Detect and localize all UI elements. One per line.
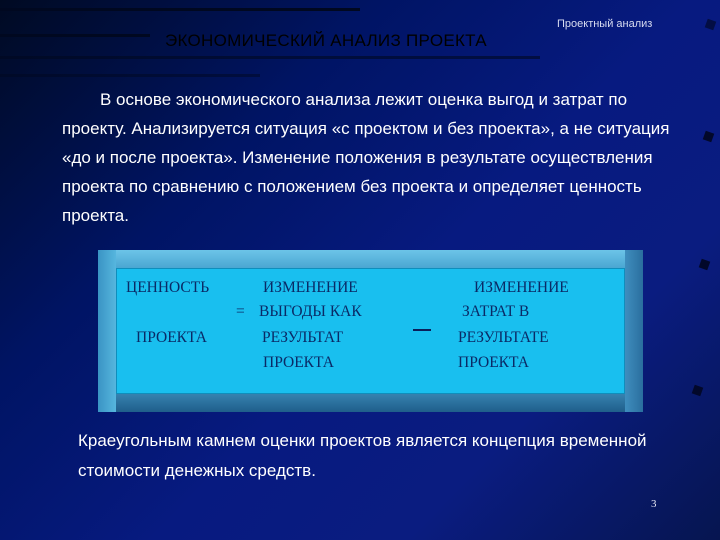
bg-stripe — [0, 34, 150, 37]
formula-project-label: ПРОЕКТА — [136, 329, 207, 346]
minus-sign — [413, 329, 431, 331]
benefit-line-1: ИЗМЕНЕНИЕ — [263, 279, 358, 296]
section-label: Проектный анализ — [557, 18, 653, 30]
bg-dot — [692, 385, 704, 397]
box-bevel-bottom — [98, 394, 643, 412]
benefit-line-4: ПРОЕКТА — [263, 354, 334, 371]
box-bevel-left — [98, 250, 116, 412]
conclusion-paragraph: Краеугольным камнем оценки проектов является концепция временной стоимости денежных средств. — [78, 431, 647, 480]
bg-stripe — [0, 74, 260, 77]
slide-title: ЭКОНОМИЧЕСКИЙ АНАЛИЗ ПРОЕКТА — [165, 31, 487, 50]
box-bevel-right — [625, 250, 643, 412]
bg-stripe — [0, 8, 360, 11]
bg-stripe — [0, 56, 540, 59]
benefit-line-2: ВЫГОДЫ КАК — [259, 303, 362, 320]
formula-value-label: ЦЕННОСТЬ — [126, 279, 210, 296]
cost-line-2: ЗАТРАТ В — [462, 303, 530, 320]
intro-paragraph: В основе экономического анализа лежит оценка выгод и затрат по проекту. Анализируется ситуация «с проектом и без проекта», а не ситуация «до и после проекта». Изменение положения в результате осуществления проекта по сравнению с положением без проекта и определяет ценность проекта. — [62, 90, 670, 225]
cost-line-4: ПРОЕКТА — [458, 354, 529, 371]
box-bevel-top — [98, 250, 643, 268]
bg-dot — [705, 19, 717, 31]
page-number: 3 — [651, 498, 657, 510]
cost-line-1: ИЗМЕНЕНИЕ — [474, 279, 569, 296]
cost-line-3: РЕЗУЛЬТАТЕ — [458, 329, 549, 346]
formula-equals: = — [236, 303, 245, 320]
bg-dot — [699, 259, 711, 271]
bg-dot — [703, 131, 715, 143]
benefit-line-3: РЕЗУЛЬТАТ — [262, 329, 344, 346]
